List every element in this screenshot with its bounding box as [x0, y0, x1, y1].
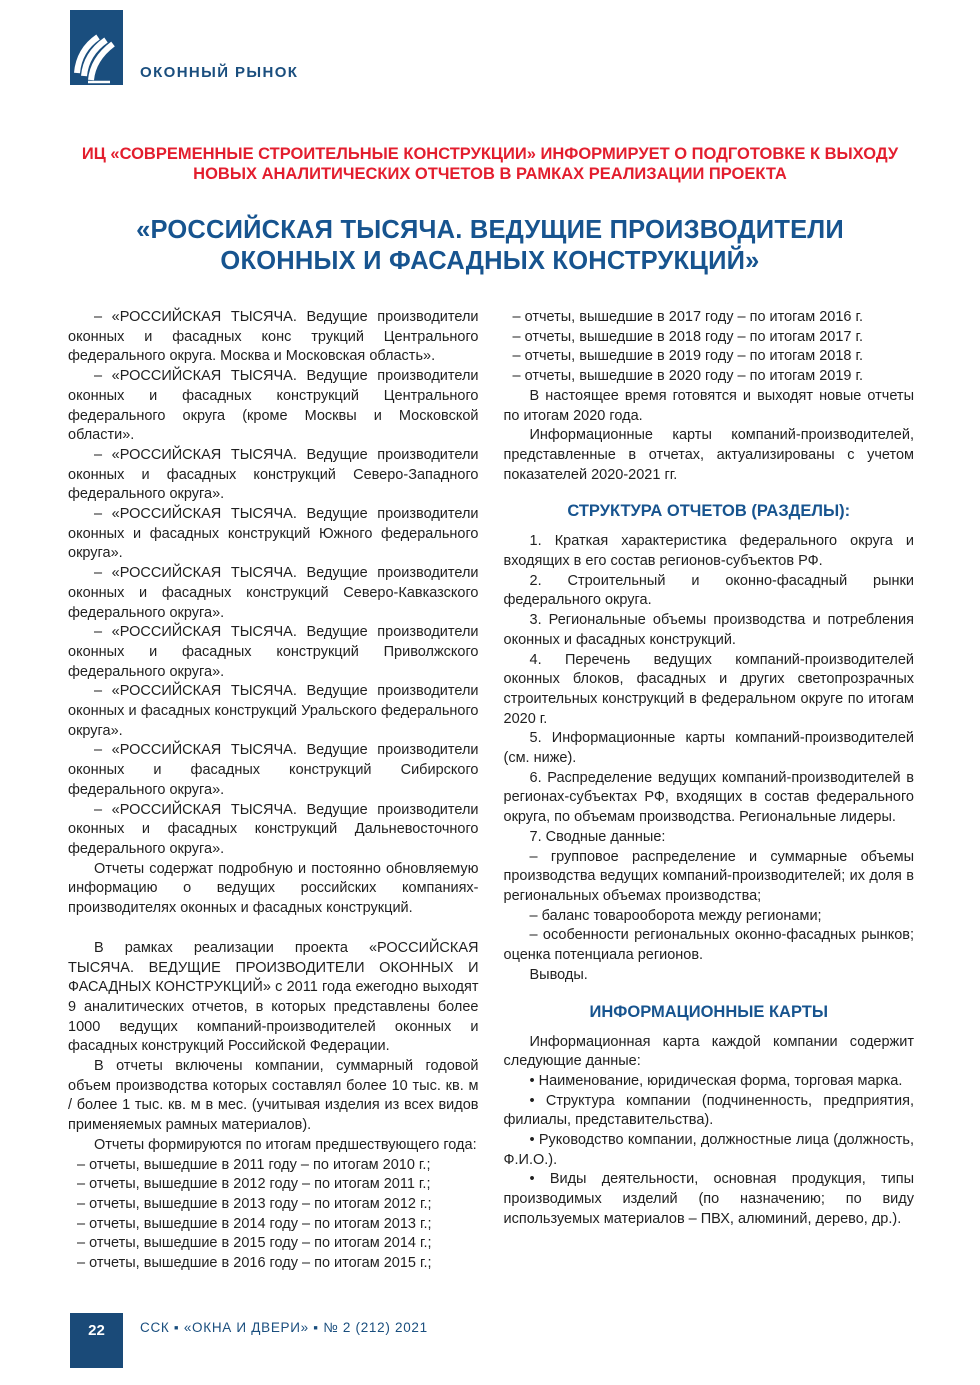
article-body — [68, 308, 914, 1274]
journal-imprint: ССК ▪ «ОКНА И ДВЕРИ» ▪ № 2 (212) 2021 — [140, 1320, 428, 1335]
article-title: «РОССИЙСКАЯ ТЫСЯЧА. ВЕДУЩИЕ ПРОИЗВОДИТЕЛИ ОКОННЫХ И ФАСАДНЫХ КОНСТРУКЦИЙ» — [136, 216, 844, 275]
article-paragraph: – «РОССИЙСКАЯ ТЫСЯЧА. Ведущие производители оконных и фасадных конструкций Северо-Кавказского федерального округа». — [68, 565, 479, 621]
article-paragraph: • Виды деятельности, основная продукция, типы производимых изделий (по назначению; по виду используемых материалов – ПВХ, алюминий, дерево, др.). — [503, 1171, 914, 1227]
article-paragraph: 2. Строительный и оконно-фасадный рынки федерального округа. — [503, 572, 914, 609]
left-column — [68, 308, 479, 1274]
article-paragraph: • Руководство компании, должностные лица (должность, Ф.И.О.). — [503, 1132, 914, 1168]
article-paragraph: – особенности региональных оконно-фасадных рынков; оценка потенциала регионов. — [503, 927, 914, 964]
swoosh-icon — [70, 72, 123, 89]
article-paragraph: – «РОССИЙСКАЯ ТЫСЯЧА. Ведущие производители оконных и фасадных конструкций Уральского федерального округа». — [68, 683, 479, 739]
article-paragraph: – отчеты, вышедшие в 2017 году – по итогам 2016 г. — [512, 309, 864, 325]
article-paragraph: 3. Региональные объемы производства и потребления оконных и фасадных конструкций. — [503, 612, 914, 648]
article-paragraph: – «РОССИЙСКАЯ ТЫСЯЧА. Ведущие производители оконных и фасадных конструкций Северо-Западного федерального округа». — [68, 446, 479, 503]
article-paragraph: – отчеты, вышедшие в 2020 году – по итогам 2019 г. — [512, 368, 864, 385]
article-paragraph: – баланс товарооборота между регионами; — [529, 907, 822, 924]
article-paragraph: В отчеты включены компании, суммарный годовой объем производства которых составлял более 10 тыс. кв. м / более 1 тыс. кв. м в мес. (учитывая изделия из всех видов применяемых рамных материалов). — [68, 1058, 479, 1134]
article-paragraph: – отчеты, вышедшие в 2012 году – по итогам 2011 г.; — [77, 1176, 431, 1193]
article-paragraph: – отчеты, вышедшие в 2014 году – по итогам 2013 г.; — [77, 1215, 432, 1232]
article-paragraph: – отчеты, вышедшие в 2015 году – по итогам 2014 г.; — [77, 1235, 432, 1252]
article-paragraph: – «РОССИЙСКАЯ ТЫСЯЧА. Ведущие производители оконных и фасадных конструкций Южного федерального округа». — [68, 506, 479, 562]
article-paragraph: – «РОССИЙСКАЯ ТЫСЯЧА. Ведущие производители оконных и фасадных конструкций Приволжского федерального округа». — [68, 624, 479, 680]
right-column — [504, 308, 915, 1274]
article-paragraph: – «РОССИЙСКАЯ ТЫСЯЧА. Ведущие производители оконных и фасадных конструкций Дальневосточного федерального округа». — [68, 801, 479, 857]
article-paragraph: В рамках реализации проекта «РОССИЙСКАЯ ТЫСЯЧА. ВЕДУЩИЕ ПРОИЗВОДИТЕЛИ ОКОННЫХ И ФАСАДНЫХ КОНСТРУКЦИЙ» с 2011 года ежегодно выходят 9 аналитических отчетов, в которых представлены более 1000 ведущих компаний-производителей оконных и фасадных конструкций Российской Федерации. — [68, 939, 479, 1055]
article-paragraph: 6. Распределение ведущих компаний-производителей в регионах-субъектах РФ, входящих в состав федерального округа, по объемам производства. Региональные лидеры. — [503, 769, 914, 826]
article-paragraph: • Структура компании (подчиненность, предприятия, филиалы, представительства). — [503, 1092, 914, 1129]
article-paragraph: СТРУКТУРА ОТЧЕТОВ (РАЗДЕЛЫ): — [567, 502, 851, 521]
article-paragraph: 7. Сводные данные: — [529, 828, 666, 845]
article-paragraph: – отчеты, вышедшие в 2011 году – по итогам 2010 г.; — [77, 1156, 431, 1173]
article-paragraph: Информационная карта каждой компании содержит следующие данные: — [503, 1033, 914, 1070]
article-paragraph: 4. Перечень ведущих компаний-производителей оконных блоков, фасадных и других светопрозрачных строительных конструкций в федеральном округе по итогам 2020 г. — [503, 651, 914, 727]
page-number-badge: 22 — [70, 1313, 123, 1368]
article-paragraph: • Наименование, юридическая форма, торговая марка. — [529, 1072, 903, 1089]
article-paragraph: – «РОССИЙСКАЯ ТЫСЯЧА. Ведущие производители оконных и фасадных конструкций Центрального федерального округа (кроме Москвы и Московской области». — [68, 368, 479, 444]
article-paragraph: 5. Информационные карты компаний-производителей (см. ниже). — [503, 730, 914, 767]
article-paragraph: Отчеты формируются по итогам предшествующего года: — [94, 1136, 477, 1153]
article-paragraph: – отчеты, вышедшие в 2013 году – по итогам 2012 г.; — [77, 1195, 432, 1212]
section-title: ОКОННЫЙ РЫНОК — [140, 64, 299, 81]
article-paragraph: – отчеты, вышедшие в 2018 году – по итогам 2017 г. — [512, 328, 864, 345]
kicker-text: ИЦ «СОВРЕМЕННЫЕ СТРОИТЕЛЬНЫЕ КОНСТРУКЦИИ» ИНФОРМИРУЕТ О ПОДГОТОВКЕ К ВЫХОДУ НОВЫХ АНАЛИТИЧЕСКИХ ОТЧЕТОВ В РАМКАХ РЕАЛИЗАЦИИ ПРОЕКТА — [81, 145, 899, 183]
article-paragraph: – «РОССИЙСКАЯ ТЫСЯЧА. Ведущие производители оконных и фасадных конс трукций Центрального федерального округа. Москва и Московская область». — [68, 309, 479, 365]
article-paragraph: – отчеты, вышедшие в 2019 году – по итогам 2018 г. — [512, 348, 864, 365]
article-paragraph: – «РОССИЙСКАЯ ТЫСЯЧА. Ведущие производители оконных и фасадных конструкций Сибирского федерального округа». — [68, 742, 479, 798]
article-paragraph: Отчеты содержат подробную и постоянно обновляемую информацию о ведущих российских компаниях-производителях оконных и фасадных конструкций. — [68, 860, 479, 917]
publisher-logo — [70, 10, 123, 85]
article-paragraph: – отчеты, вышедшие в 2016 году – по итогам 2015 г.; — [77, 1255, 432, 1272]
article-paragraph: Выводы. — [529, 966, 588, 983]
article-paragraph: Информационные карты компаний-производителей, представленные в отчетах, актуализированы с учетом показателей 2020-2021 гг. — [503, 427, 914, 483]
article-paragraph: – групповое распределение и суммарные объемы производства ведущих компаний-производителей; их доля в региональных объемах производства; — [503, 848, 914, 904]
article-paragraph: ИНФОРМАЦИОННЫЕ КАРТЫ — [589, 1002, 828, 1021]
article-paragraph: В настоящее время готовятся и выходят новые отчеты по итогам 2020 года. — [503, 387, 914, 424]
article-paragraph: 1. Краткая характеристика федерального округа и входящих в его состав регионов-субъектов РФ. — [503, 533, 914, 570]
article-paragraph — [68, 919, 479, 939]
